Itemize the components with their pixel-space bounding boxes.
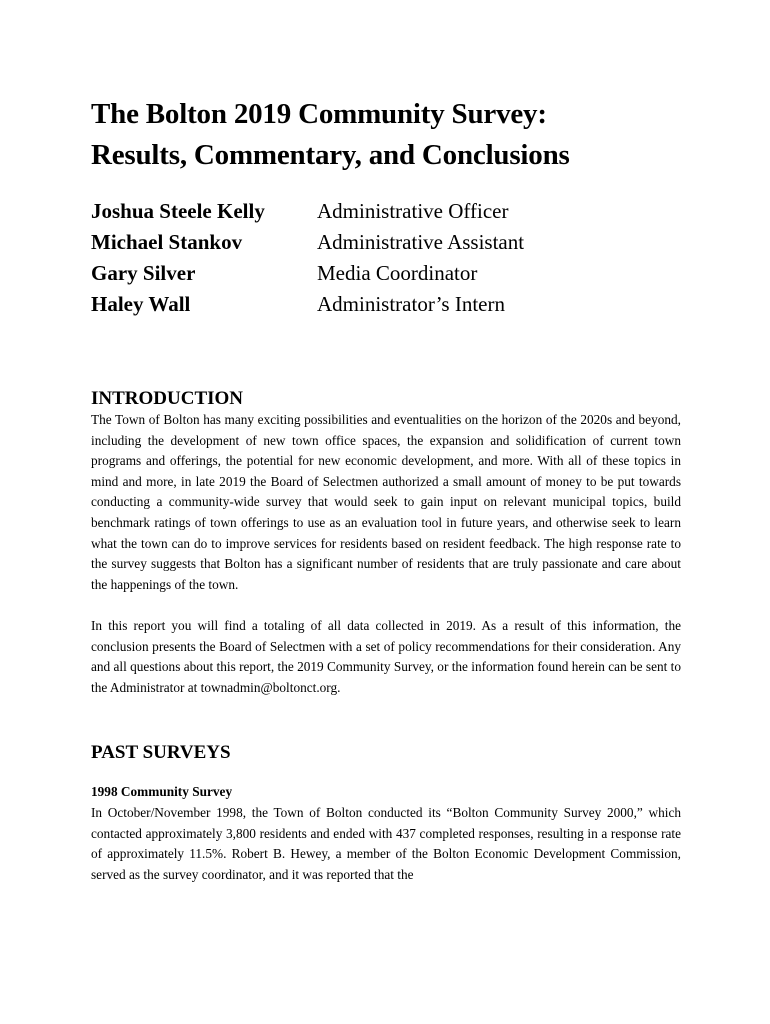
author-name: Michael Stankov xyxy=(91,230,243,254)
survey-1998-subheading: 1998 Community Survey xyxy=(91,784,233,800)
document-page xyxy=(91,94,681,885)
author-name: Gary Silver xyxy=(91,261,196,285)
introduction-heading: INTRODUCTION xyxy=(91,388,244,409)
author-name: Haley Wall xyxy=(91,292,191,316)
document-title xyxy=(91,94,681,176)
introduction-paragraph: The Town of Bolton has many exciting possibilities and eventualities on the horizon of the 2020s and beyond, including the development of new town office spaces, the expansion and solidification of current town programs and offerings, the potential for new economic development, and more. With all of these topics in mind and more, in late 2019 the Board of Selectmen authorized a small amount of money to be put towards conducting a community-wide survey that would seek to gain input on relevant municipal topics, build benchmark ratings of town offerings to use as an evaluation tool in future years, and otherwise seek to learn what the town can do to improve services for residents based on resident feedback. The high response rate to the survey suggests that Bolton has a significant number of residents that are truly passionate and care about the happenings of the town. xyxy=(91,412,681,592)
author-role: Administrator’s Intern xyxy=(317,292,505,316)
author-role: Administrative Officer xyxy=(317,199,509,223)
past-surveys-heading: PAST SURVEYS xyxy=(91,742,231,764)
introduction-paragraph: In this report you will find a totaling of all data collected in 2019. As a result of this information, the conclusion presents the Board of Selectmen with a set of policy recommendations for their consideration. Any and all questions about this report, the 2019 Community Survey, or the information found herein can be sent to the Administrator at townadmin@boltonct.org. xyxy=(91,617,681,695)
title-line-2: Results, Commentary, and Conclusions xyxy=(91,139,570,171)
author-role: Administrative Assistant xyxy=(317,230,525,254)
title-line-1: The Bolton 2019 Community Survey: xyxy=(91,98,547,130)
survey-1998-paragraph: In October/November 1998, the Town of Bolton conducted its “Bolton Community Survey 2000,” which contacted approximately 3,800 residents and ended with 437 completed responses, resulting in a response rate of approximately 11.5%. Robert B. Hewey, a member of the Bolton Economic Development Commission, served as the survey coordinator, and it was reported that the xyxy=(91,804,681,882)
author-name: Joshua Steele Kelly xyxy=(91,199,265,223)
author-role: Media Coordinator xyxy=(317,261,478,285)
author-list xyxy=(91,196,681,320)
